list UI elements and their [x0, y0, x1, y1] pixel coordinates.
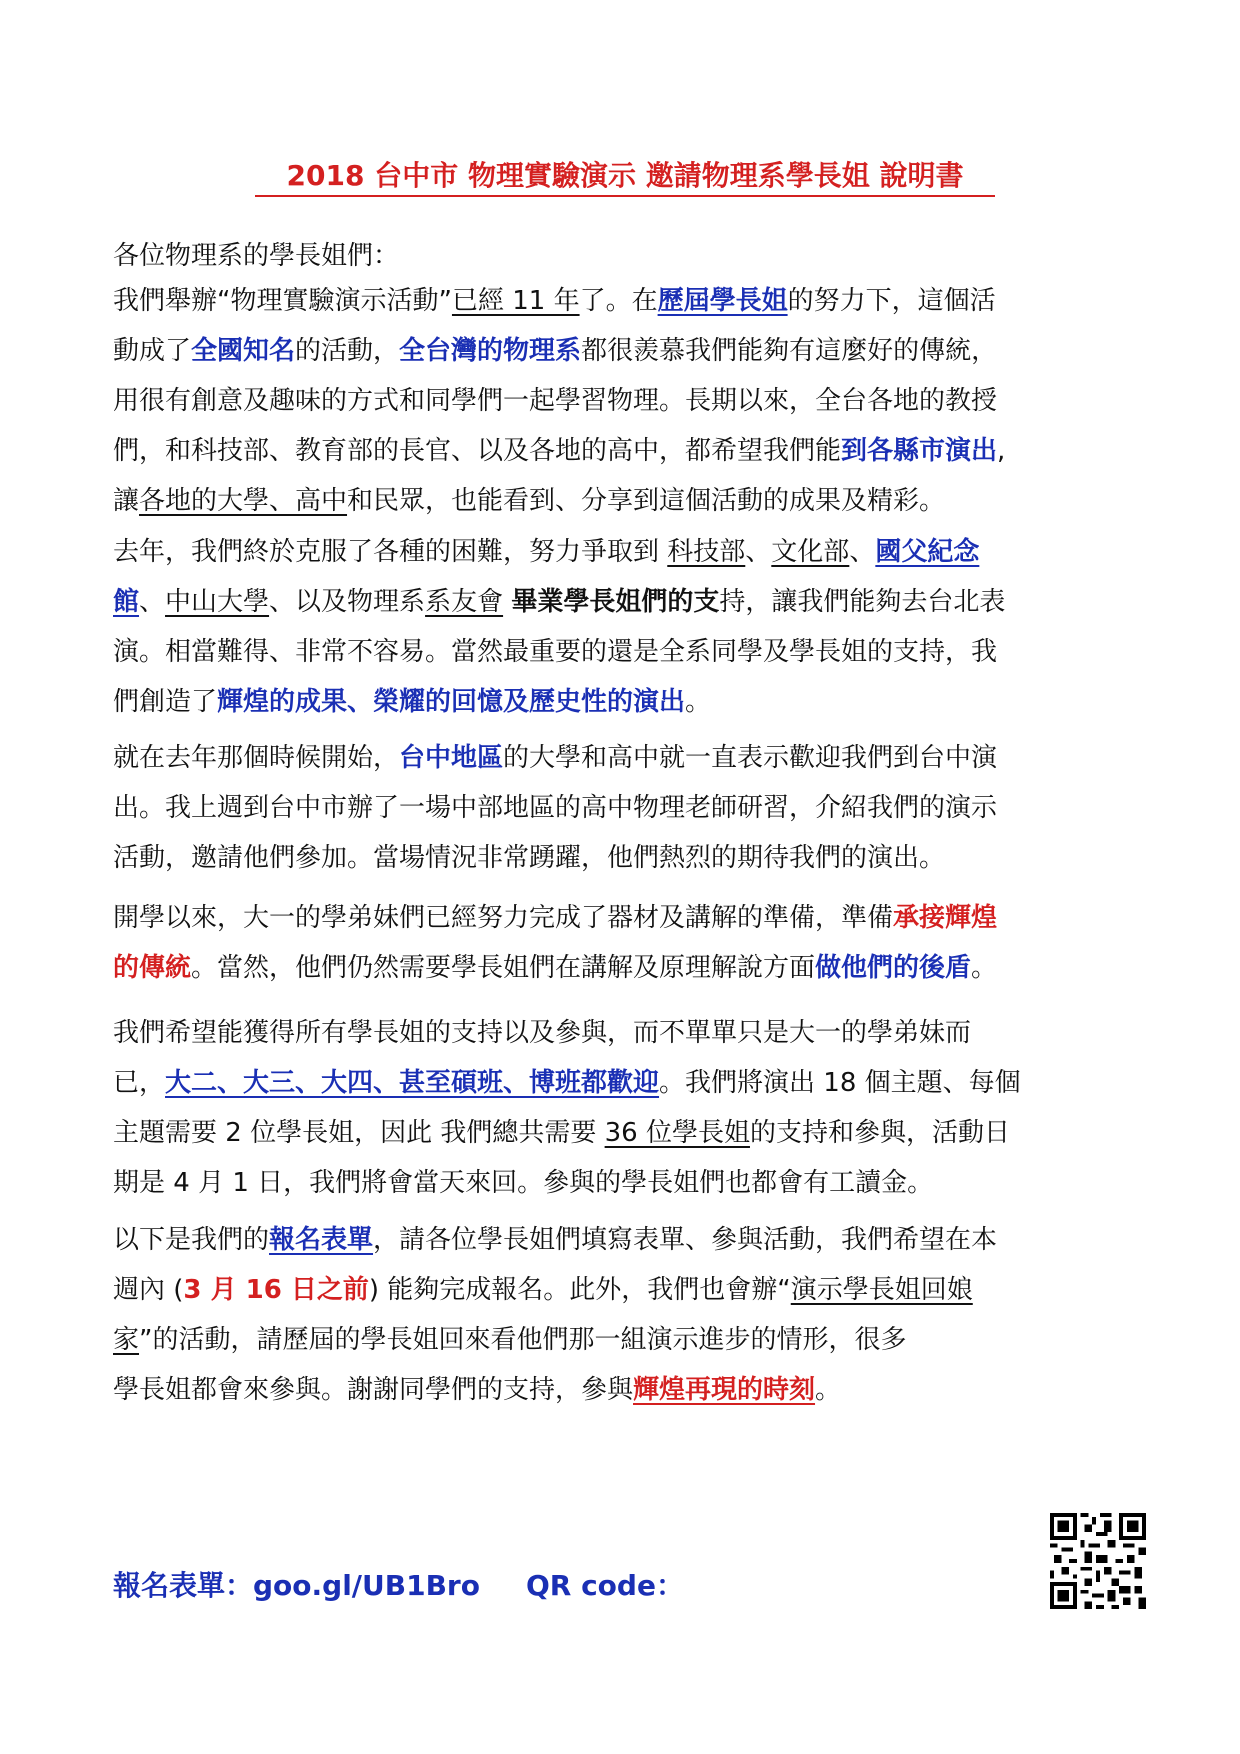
- emphasis-text: 輝煌再現的時刻: [633, 1375, 816, 1405]
- paragraph-freshmen: [113, 893, 1133, 993]
- text-run: 、: [139, 587, 166, 617]
- emphasis-text: 輝煌的成果、榮耀的回憶及歷史性的演出: [217, 687, 686, 717]
- text-line: [113, 476, 1133, 526]
- text-line: [113, 426, 1133, 476]
- text-run: 。我們將演出 18 個主題、每個: [659, 1068, 1021, 1098]
- emphasis-text: 家: [113, 1325, 140, 1355]
- emphasis-text: 全國知名: [191, 336, 296, 366]
- paragraph-recruit: [113, 1008, 1133, 1208]
- text-run: 我們希望能獲得所有學長姐的支持以及參與，而不單單只是大一的學弟妹而: [113, 1018, 972, 1048]
- text-line: [113, 1365, 1133, 1415]
- text-line: [113, 1108, 1133, 1158]
- text-run: 以下是我們的: [113, 1225, 270, 1255]
- emphasis-text: 的傳統: [113, 953, 192, 983]
- text-run: 的活動，: [295, 336, 400, 366]
- text-line: [113, 1265, 1133, 1315]
- emphasis-text: 3 月 16 日之前: [183, 1275, 369, 1305]
- qr-code-icon[interactable]: [1050, 1513, 1146, 1609]
- text-line: [113, 893, 1133, 943]
- text-run: ”的活動，請歷屆的學長姐回來看他們那一組演示進步的情形，很多: [139, 1325, 907, 1355]
- signup-form-link[interactable]: 報名表單：goo.gl/UB1Bro: [113, 1569, 480, 1602]
- text-run: ) 能夠完成報名。此外，我們也會辦“: [368, 1275, 791, 1305]
- text-run: 、: [849, 537, 876, 567]
- emphasis-text: 各地的大學、高中: [139, 486, 348, 516]
- paragraph-taichung: [113, 733, 1133, 883]
- text-run: 演。相當難得、非常不容易。當然最重要的還是全系同學及學長姐的支持，我: [113, 637, 998, 667]
- emphasis-text: 大二、大三、大四、甚至碩班、博班都歡迎: [165, 1068, 660, 1098]
- emphasis-text: 36 位學長姐: [604, 1118, 750, 1148]
- emphasis-text: 歷屆學長姐: [657, 286, 788, 316]
- text-run: 了。在: [579, 286, 658, 316]
- emphasis-text: 做他們的後盾: [815, 953, 972, 983]
- signup-footer: [113, 1566, 684, 1606]
- text-run: ，請各位學長姐們填寫表單、參與活動，我們希望在本: [373, 1225, 998, 1255]
- emphasis-text: 全台灣的物理系: [399, 336, 582, 366]
- text-run: 的努力下，這個活: [787, 286, 996, 316]
- text-run: 、: [745, 537, 772, 567]
- text-line: [113, 376, 1133, 426]
- emphasis-text: 報名表單: [269, 1225, 374, 1255]
- text-run: 我們舉辦“物理實驗演示活動”: [113, 286, 452, 316]
- text-run: 的大學和高中就一直表示歡迎我們到台中演: [503, 743, 998, 773]
- text-run: 。當然，他們仍然需要學長姐們在講解及原理解說方面: [191, 953, 816, 983]
- paragraph-last-year: [113, 527, 1133, 727]
- emphasis-text: 到各縣市演出: [841, 436, 998, 466]
- text-run: 。: [971, 953, 998, 983]
- text-run: ,: [997, 436, 1006, 466]
- text-line: [113, 1315, 1133, 1365]
- text-run: 開學以來，大一的學弟妹們已經努力完成了器材及講解的準備，準備: [113, 903, 894, 933]
- text-line: [113, 1008, 1133, 1058]
- text-run: 主題需要 2 位學長姐，因此 我們總共需要: [113, 1118, 605, 1148]
- emphasis-text: 文化部: [771, 537, 850, 567]
- document-title: 2018 台中市 物理實驗演示 邀請物理系學長姐 說明書: [286, 159, 964, 192]
- text-line: [113, 733, 1133, 783]
- text-line: [113, 276, 1133, 326]
- text-run: 用很有創意及趣味的方式和同學們一起學習物理。長期以來，全台各地的教授: [113, 386, 998, 416]
- text-run: 的支持和參與，活動日: [749, 1118, 1010, 1148]
- text-run: 。: [685, 687, 712, 717]
- title-underline: [255, 195, 995, 197]
- emphasis-text: 科技部: [667, 537, 746, 567]
- emphasis-text: 國父紀念: [875, 537, 980, 567]
- text-run: 、以及物理系: [269, 587, 426, 617]
- emphasis-text: 演示學長姐回娘: [790, 1275, 973, 1305]
- text-line: [113, 577, 1133, 627]
- text-run: 和民眾，也能看到、分享到這個活動的成果及精彩。: [347, 486, 946, 516]
- text-run: 去年，我們終於克服了各種的困難，努力爭取到: [113, 537, 668, 567]
- emphasis-text: 已經 11 年: [451, 286, 580, 316]
- emphasis-text: 系友會: [425, 587, 504, 617]
- paragraph-signup: [113, 1215, 1133, 1415]
- text-run: 學長姐都會來參與。謝謝同學們的支持，參與: [113, 1375, 634, 1405]
- emphasis-text: 畢業學長姐們的支: [511, 587, 720, 617]
- emphasis-text: 承接輝煌: [893, 903, 998, 933]
- text-line: [113, 527, 1133, 577]
- text-line: [113, 1215, 1133, 1265]
- text-run: 。: [815, 1375, 842, 1405]
- text-line: [113, 833, 1133, 883]
- text-line: [113, 943, 1133, 993]
- text-run: 動成了: [113, 336, 192, 366]
- emphasis-text: 台中地區: [399, 743, 504, 773]
- text-line: [113, 1058, 1133, 1108]
- text-run: 期是 4 月 1 日，我們將會當天來回。參與的學長姐們也都會有工讀金。: [113, 1168, 934, 1198]
- qr-code-label: QR code：: [525, 1569, 684, 1602]
- text-run: 持，讓我們能夠去台北表: [719, 587, 1006, 617]
- text-line: [113, 326, 1133, 376]
- text-run: 週內 (: [113, 1275, 184, 1305]
- text-line: [113, 783, 1133, 833]
- emphasis-text: 中山大學: [165, 587, 270, 617]
- text-run: 們，和科技部、教育部的長官、以及各地的高中，都希望我們能: [113, 436, 842, 466]
- emphasis-text: 館: [113, 587, 140, 617]
- paragraph-history: [113, 276, 1133, 526]
- text-run: 就在去年那個時候開始，: [113, 743, 400, 773]
- text-run: 們創造了: [113, 687, 218, 717]
- text-run: 已，: [113, 1068, 166, 1098]
- text-run: 活動，邀請他們參加。當場情況非常踴躍，他們熱烈的期待我們的演出。: [113, 843, 946, 873]
- text-run: 都很羨慕我們能夠有這麼好的傳統，: [581, 336, 998, 366]
- greeting: 各位物理系的學長姐們：: [113, 241, 400, 271]
- text-run: 讓: [113, 486, 140, 516]
- text-run: 出。我上週到台中市辦了一場中部地區的高中物理老師研習，介紹我們的演示: [113, 793, 998, 823]
- text-line: [113, 677, 1133, 727]
- text-line: [113, 1158, 1133, 1208]
- text-line: [113, 627, 1133, 677]
